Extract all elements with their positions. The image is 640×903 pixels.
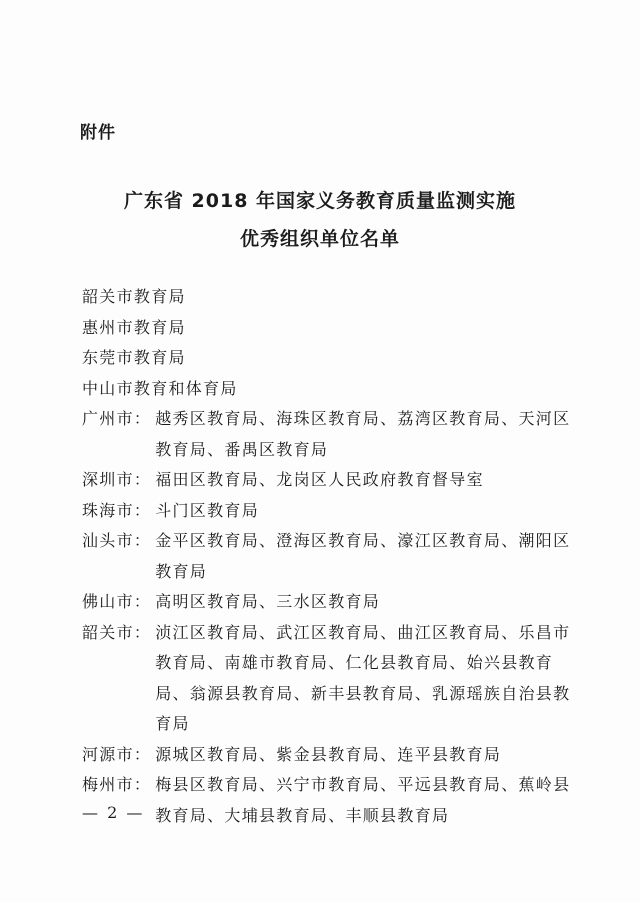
city-units: 福田区教育局、龙岗区人民政府教育督导室: [155, 470, 484, 489]
city-label: 汕头市：: [82, 531, 152, 550]
city-units: 源城区教育局、紫金县教育局、连平县教育局: [155, 744, 502, 764]
unit-name: 东莞市教育局: [82, 348, 186, 367]
document-title-line-1: 广东省 2018 年国家义务教育质量监测实施: [123, 190, 517, 212]
unit-name: 惠州市教育局: [82, 317, 186, 337]
city-group-meizhou: [82, 770, 582, 831]
city-group-zhuhai: [82, 496, 582, 527]
city-label: 梅州市：: [82, 775, 152, 794]
city-label: 佛山市：: [82, 592, 152, 611]
city-units: 斗门区教育局: [155, 500, 260, 520]
city-group-guangzhou: [82, 404, 582, 465]
list-item: [82, 313, 582, 344]
city-group-heyuan: [82, 740, 582, 771]
city-group-shantou: [82, 526, 582, 587]
city-units: 梅县区教育局、兴宁市教育局、平远县教育局、蕉岭县教育局、大埔县教育局、丰顺县教育局: [155, 775, 571, 825]
list-item: [82, 374, 582, 405]
city-group-shaoguan: [82, 618, 582, 740]
unit-name: 韶关市教育局: [82, 287, 186, 306]
city-label: 韶关市：: [82, 622, 152, 642]
document-title-line-2: 优秀组织单位名单: [239, 228, 400, 250]
list-item: [82, 282, 582, 313]
city-label: 广州市：: [82, 409, 152, 428]
city-label: 河源市：: [82, 744, 152, 764]
city-units: 高明区教育局、三水区教育局: [155, 592, 381, 611]
unit-list: [82, 282, 582, 831]
attachment-label: 附件: [80, 123, 116, 143]
city-label: 珠海市：: [82, 500, 152, 520]
city-units: 浈江区教育局、武江区教育局、曲江区教育局、乐昌市教育局、南雄市教育局、仁化县教育局、始兴县教育局、翁源县教育局、新丰县教育局、乳源瑶族自治县教育局: [155, 622, 571, 733]
page-number: — 2 —: [82, 803, 145, 822]
unit-name: 中山市教育和体育局: [82, 378, 238, 398]
city-group-shenzhen: [82, 465, 582, 496]
list-item: [82, 343, 582, 374]
city-group-foshan: [82, 587, 582, 618]
city-label: 深圳市：: [82, 470, 152, 489]
city-units: 越秀区教育局、海珠区教育局、荔湾区教育局、天河区教育局、番禺区教育局: [155, 409, 571, 459]
city-units: 金平区教育局、澄海区教育局、濠江区教育局、潮阳区教育局: [155, 531, 571, 581]
